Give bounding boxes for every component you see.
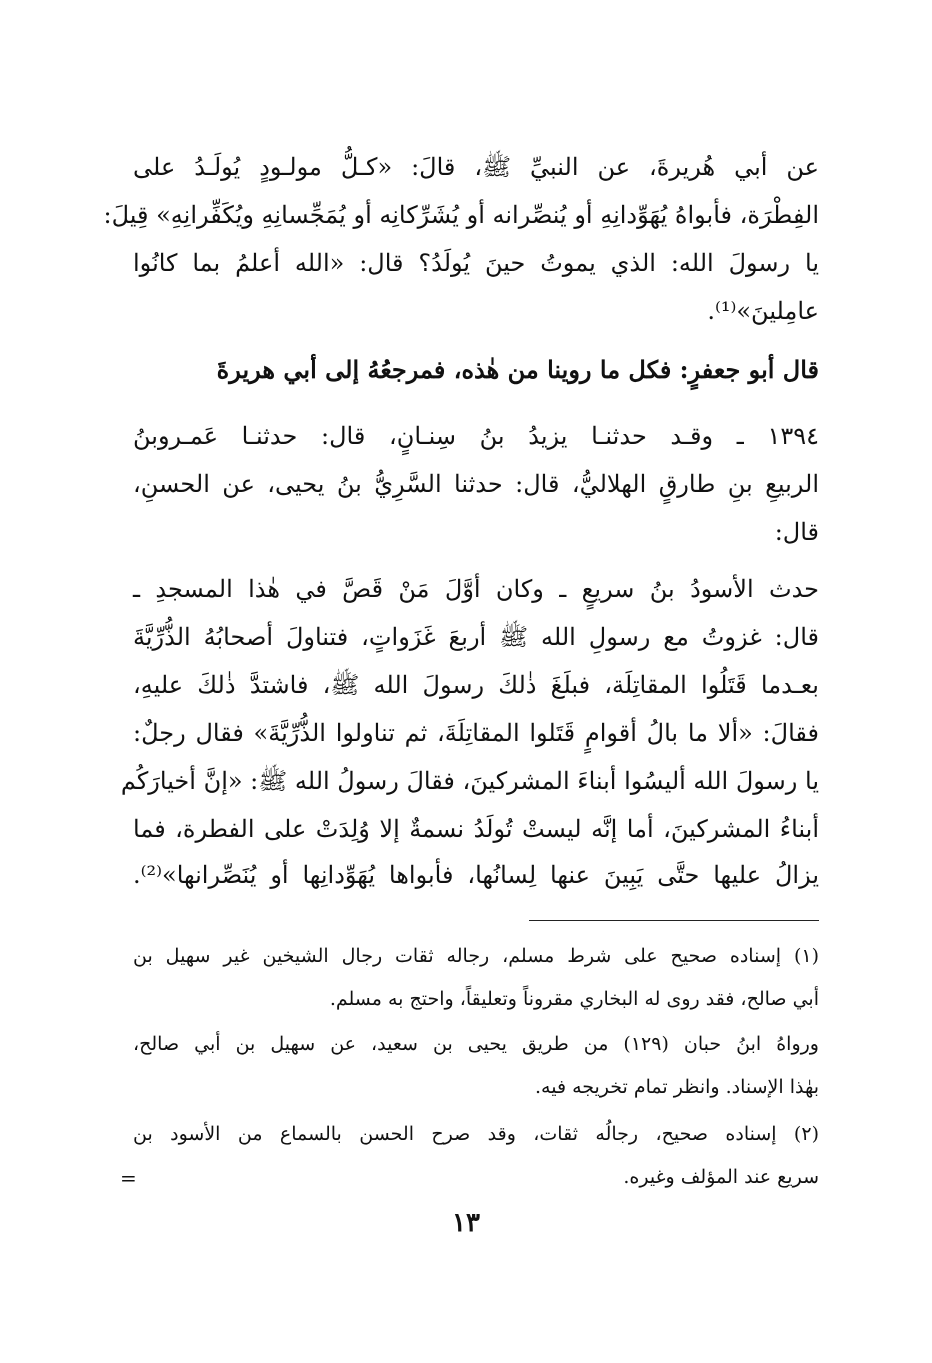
page-number: ١٣: [452, 1208, 480, 1238]
footnote-divider: [529, 920, 819, 921]
text-line: الربيعِ بنِ طارقٍ الهلاليُّ، قال: حدثنا السَّرِيُّ بنُ يحيى، عن الحسنِ،: [133, 470, 819, 498]
text-line: بعـدما قَتَلُوا المقاتِلَة، فبلَغَ ذٰلكَ رسولَ الله ﷺ، فاشتدَّ ذٰلكَ عليهِ،: [133, 671, 819, 699]
text-line: عن أبي هُريرةَ، عن النبيِّ ﷺ، قالَ: «كـلُّ مولـودٍ يُولَـدُ على: [133, 153, 819, 181]
text-line: عامِلينَ»⁽¹⁾.: [707, 297, 819, 325]
footnote-line: ورواهُ ابنُ حبان (١٢٩) من طريق يحيى بن سعيد، عن سهيل بن أبي صالح،: [133, 1033, 819, 1055]
text-line: قال أبو جعفرٍ: فكل ما روينا من هٰذه، فمرجعُهُ إلى أبي هريرةَ: [216, 355, 819, 384]
text-line: حدث الأسودُ بنُ سريعٍ ـ وكان أوَّلَ مَنْ قَصَّ في هٰذا المسجدِ ـ: [133, 575, 819, 603]
footnote-line: بهٰذا الإسناد. وانظر تمام تخريجه فيه.: [534, 1076, 819, 1098]
text-line: فقالَ: «ألا ما بالُ أقوامٍ قَتَلوا المقاتِلَةَ، ثم تناولوا الذُّرِّيَّةَ» فقال رجلٌ:: [133, 719, 819, 747]
text-line: يزالُ عليها حتَّى يَبِينَ عنها لِسانُها، فأبواها يُهَوِّدانِها أو يُنَصِّرانها»⁽²⁾.: [133, 861, 819, 889]
footnote-line: أبي صالح، فقد روى له البخاري مقروناً وتعليقاً، واحتج به مسلم.: [329, 988, 819, 1010]
continuation-mark: =: [120, 1166, 137, 1190]
text-line: قال:: [774, 518, 819, 546]
text-line: ١٣٩٤ ـ وقـد حدثنـا يزيدُ بنُ سِنـانٍ، قال: حدثنـا عَمـروبنُ: [133, 422, 819, 450]
text-line: أبناءُ المشركينَ، أما إنَّه ليستْ تُولَدُ نسمةٌ إلا وُلِدَتْ على الفطرة، فما: [133, 815, 819, 843]
footnote-line: سريع عند المؤلف وغيره.: [623, 1166, 819, 1188]
text-line: يا رسولَ الله أليسُوا أبناءَ المشركينَ، فقالَ رسولُ الله ﷺ: «إنَّ أخيارَكُم: [120, 767, 819, 795]
text-line: قال: غزوتُ مع رسولِ الله ﷺ أربعَ غَزَواتٍ، فتناولَ أصحابُهُ الذُّرِّيَّةَ: [133, 623, 819, 651]
footnote-line: (٢) إسناده صحيح، رجالُه ثقات، وقد صرح الحسن بالسماع من الأسود بن: [133, 1123, 819, 1145]
text-line: يا رسولَ الله: الذي يموتُ حينَ يُولَدُ؟ قال: «الله أعلمُ بما كانُوا: [133, 249, 819, 277]
footnote-line: (١) إسناده صحيح على شرط مسلم، رجاله ثقات رجال الشيخين غير سهيل بن: [133, 945, 819, 967]
text-line: الفِطْرَة، فأبواهُ يُهَوِّدانِهِ أو يُنصِّرانه أو يُشَرِّكانِه أو يُمَجِّسانِهِ ويُكَفِّرانِهِ» قِيلَ:: [103, 201, 819, 229]
